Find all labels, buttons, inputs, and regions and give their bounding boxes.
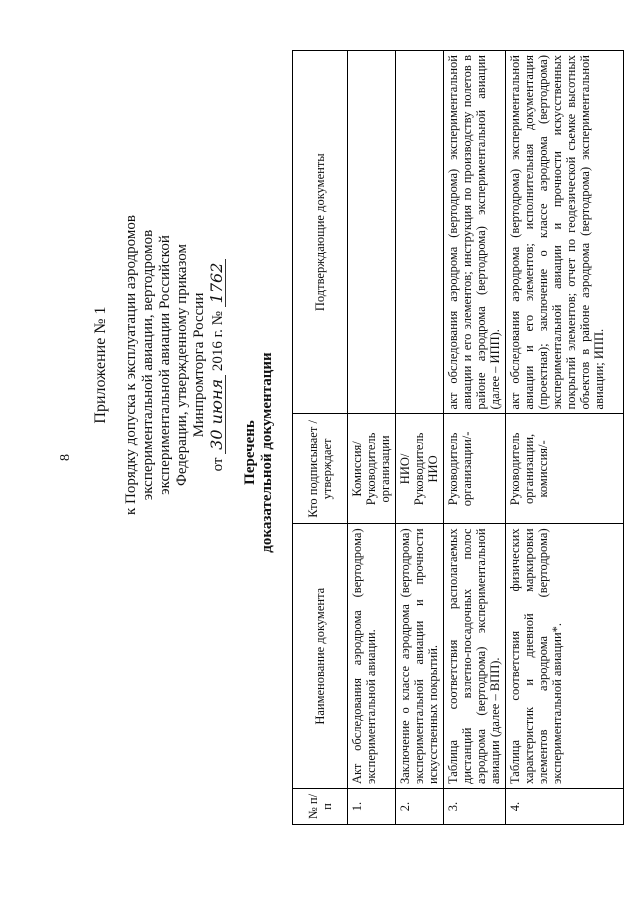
annex-line: к Порядку допуска к эксплуатации аэродромов [123,215,139,515]
annex-header [92,200,227,530]
date-prefix: от [210,457,226,472]
row-document-name: Заключение о классе аэродрома (вертодрома) экспериментальной авиации и прочности искусственных покрытий. [396,524,444,789]
annex-number: Приложение № 1 [92,306,109,424]
row-number: 3. [444,789,506,825]
row-signer: Комиссия/ Руководитель организации [348,414,396,524]
row-number: 2. [396,789,444,825]
row-supporting-documents: акт обследования аэродрома (вертодрома) экспериментальной авиации и его элементов; исполнительная документация (проектная); заключение о классе аэродрома (вертодрома) экспериментальной авиации и прочности искусственных покрытий элементов; отчет по геодезической съемке высотных объектов в районе аэродрома (вертодрома) экспериментальной авиации; ИПП. [506,51,624,414]
annex-line: экспериментальной авиации, вертодромов [140,229,156,501]
row-signer: Руководитель организации, комиссия/- [506,414,624,524]
row-supporting-documents: акт обследования аэродрома (вертодрома) экспериментальной авиации и его элементов; инструкция по производству полетов в районе аэродрома (вертодрома) экспериментальной авиации (далее – ИПП). [444,51,506,414]
documents-table [292,50,624,825]
row-document-name: Таблица соответствия физических характеристик и дневной маркировки элементов аэродрома (вертодрома) экспериментальной авиации*. [506,524,624,789]
table-header-row [293,51,348,825]
header-document-name: Наименование документа [293,524,348,789]
table-row [444,51,506,825]
list-subtitle: доказательной документации [259,352,275,553]
row-number: 4. [506,789,624,825]
date-year: 2016 г. № [210,311,226,372]
handwritten-order-number: 1762 [208,259,226,308]
annex-line: экспериментальной авиации Российской [157,235,173,495]
header-supporting-documents: Подтверждающие документы [293,51,348,414]
list-title: Перечень [242,420,258,485]
row-document-name: Акт обследования аэродрома (вертодрома) экспериментальной авиации. [348,524,396,789]
row-supporting-documents [348,51,396,414]
row-signer: Руководитель организации/- [444,414,506,524]
page-number: 8 [58,454,73,461]
list-heading [242,0,276,905]
table-row [506,51,624,825]
annex-line: Федерации, утвержденному приказом [174,243,190,487]
table-row [396,51,444,825]
header-signer: Кто подписывает / утверждает [293,414,348,524]
row-number: 1. [348,789,396,825]
annex-date-line [208,200,227,530]
handwritten-date: 30 июня [208,375,226,454]
header-number: № п/п [293,789,348,825]
row-signer: НИО/ Руководитель НИО [396,414,444,524]
row-document-name: Таблица соответствия располагаемых дистанций взлетно-посадочных полос аэродрома (вертодрома) экспериментальной авиации (далее – ВПП). [444,524,506,789]
table-row [348,51,396,825]
annex-line: Минпромторга России [191,292,207,438]
row-supporting-documents [396,51,444,414]
